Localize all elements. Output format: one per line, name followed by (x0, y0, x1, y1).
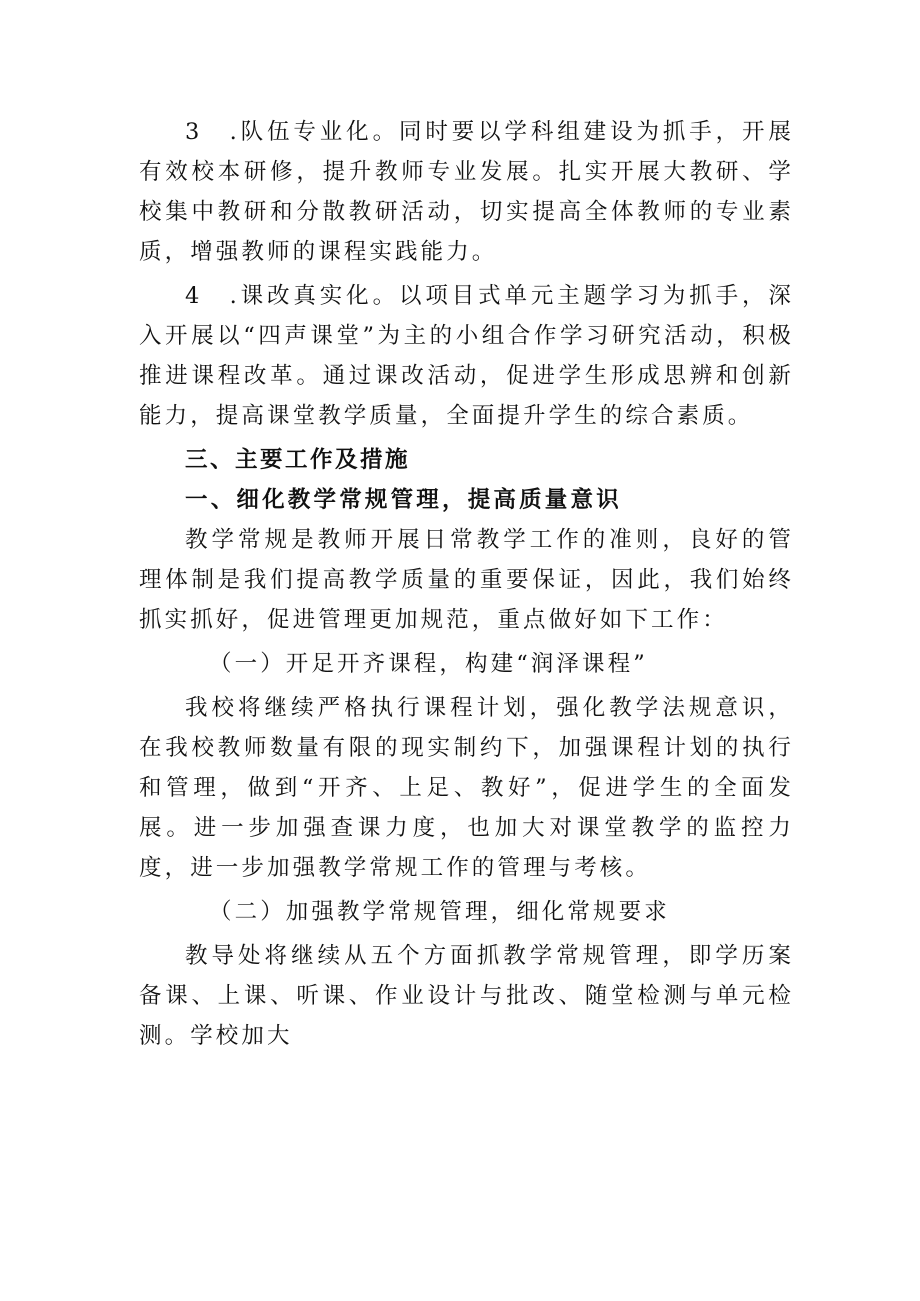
paragraph-courses-detail: 我校将继续严格执行课程计划，强化教学法规意识，在我校教师数量有限的现实制约下，加强课程计划的执行和管理，做到“开齐、上足、教好”，促进学生的全面发展。进一步加强查课力度，也加大对课堂教学的监控力度，进一步加强教学常规工作的管理与考核。 (139, 695, 794, 881)
paragraph-team-professionalization: 3 .队伍专业化。同时要以学科组建设为抓手，开展有效校本研修，提升教师专业发展。扎实开展大教研、学校集中教研和分散教研活动，切实提高全体教师的专业素质，增强教师的课程实践能力。 (139, 119, 794, 265)
paragraph-routine-management-detail: 教导处将继续从五个方面抓教学常规管理，即学历案备课、上课、听课、作业设计与批改、随堂检测与单元检测。学校加大 (139, 943, 794, 1049)
paragraph-teaching-routine-intro: 教学常规是教师开展日常教学工作的准则，良好的管理体制是我们提高教学质量的重要保证，因此，我们始终抓实抓好，促进管理更加规范，重点做好如下工作： (139, 527, 794, 633)
section-heading-main-work: 三、主要工作及措施 (185, 447, 411, 473)
heading-courses: （一）开足开齐课程，构建“润泽课程” (209, 651, 648, 677)
heading-teaching-routine: 一、细化教学常规管理，提高质量意识 (185, 487, 622, 513)
document-body (139, 112, 794, 1056)
heading-routine-management: （二）加强教学常规管理，细化常规要求 (209, 899, 670, 925)
paragraph-curriculum-reform: 4 .课改真实化。以项目式单元主题学习为抓手，深入开展以“四声课堂”为主的小组合作学习研究活动，积极推进课程改革。通过课改活动，促进学生形成思辨和创新能力，提高课堂教学质量，全面提升学生的综合素质。 (139, 283, 794, 429)
